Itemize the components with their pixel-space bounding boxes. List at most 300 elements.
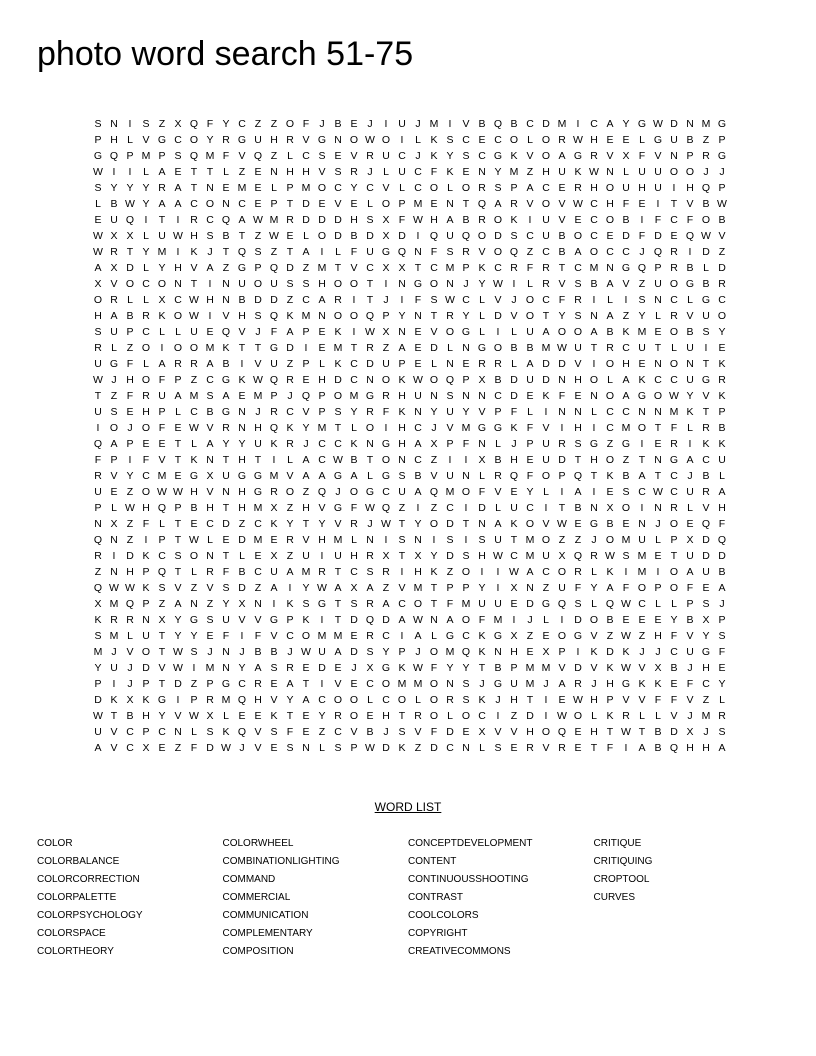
- grid-letter: A: [686, 454, 694, 466]
- grid-letter: Y: [238, 662, 246, 674]
- grid-letter: U: [622, 182, 630, 194]
- grid-letter: M: [445, 262, 455, 274]
- grid-letter: G: [493, 422, 503, 434]
- grid-letter: X: [94, 598, 102, 610]
- grid-letter: K: [270, 518, 278, 530]
- grid-letter: N: [222, 278, 230, 290]
- grid-letter: N: [462, 342, 470, 354]
- grid-letter: L: [111, 502, 117, 514]
- grid-letter: T: [174, 534, 182, 546]
- grid-letter: D: [430, 342, 438, 354]
- grid-letter: D: [382, 614, 390, 626]
- grid-letter: C: [462, 294, 470, 306]
- grid-letter: A: [302, 454, 310, 466]
- grid-letter: V: [238, 326, 246, 338]
- grid-letter: C: [494, 390, 502, 402]
- grid-letter: K: [606, 566, 614, 578]
- grid-letter: Y: [446, 662, 454, 674]
- grid-letter: I: [320, 614, 324, 626]
- grid-letter: E: [574, 726, 582, 738]
- grid-letter: Q: [109, 150, 119, 162]
- grid-letter: F: [526, 470, 534, 482]
- word-item: COLORPALETTE: [37, 892, 117, 903]
- grid-letter: L: [143, 294, 149, 306]
- grid-letter: M: [413, 198, 423, 210]
- grid-letter: C: [638, 486, 646, 498]
- grid-letter: L: [703, 262, 709, 274]
- grid-letter: U: [638, 166, 646, 178]
- grid-letter: K: [430, 150, 438, 162]
- grid-letter: H: [302, 502, 310, 514]
- grid-letter: G: [621, 438, 631, 450]
- grid-letter: V: [110, 278, 118, 290]
- grid-letter: M: [669, 406, 679, 418]
- grid-letter: E: [94, 214, 102, 226]
- grid-letter: R: [446, 310, 454, 322]
- grid-letter: J: [287, 646, 293, 658]
- grid-letter: S: [318, 150, 326, 162]
- grid-letter: E: [302, 662, 310, 674]
- grid-letter: A: [558, 678, 566, 690]
- grid-letter: R: [670, 310, 678, 322]
- grid-letter: M: [253, 502, 263, 514]
- grid-letter: D: [206, 742, 214, 754]
- grid-letter: T: [478, 662, 486, 674]
- grid-letter: U: [686, 342, 694, 354]
- grid-letter: F: [718, 518, 726, 530]
- grid-letter: A: [414, 486, 422, 498]
- grid-letter: I: [544, 694, 548, 706]
- grid-letter: U: [558, 166, 566, 178]
- grid-letter: K: [270, 438, 278, 450]
- grid-letter: O: [349, 694, 359, 706]
- grid-letter: Z: [286, 550, 294, 562]
- word-item: COLORTHEORY: [37, 946, 114, 957]
- grid-letter: E: [526, 390, 534, 402]
- grid-letter: D: [318, 662, 326, 674]
- grid-letter: R: [286, 662, 294, 674]
- grid-letter: W: [701, 230, 711, 242]
- grid-letter: P: [142, 678, 150, 690]
- grid-letter: U: [638, 342, 646, 354]
- grid-letter: A: [158, 166, 166, 178]
- grid-letter: K: [398, 374, 406, 386]
- grid-letter: L: [687, 422, 693, 434]
- grid-letter: F: [446, 598, 454, 610]
- grid-letter: J: [511, 438, 517, 450]
- grid-letter: K: [270, 710, 278, 722]
- grid-letter: S: [718, 726, 726, 738]
- grid-letter: M: [333, 630, 343, 642]
- grid-letter: H: [654, 630, 662, 642]
- grid-letter: S: [302, 598, 310, 610]
- grid-letter: U: [718, 454, 726, 466]
- grid-letter: L: [143, 230, 149, 242]
- grid-letter: W: [93, 374, 103, 386]
- grid-letter: W: [605, 550, 615, 562]
- grid-letter: L: [383, 166, 389, 178]
- grid-letter: E: [654, 326, 662, 338]
- grid-letter: O: [509, 134, 519, 146]
- grid-letter: P: [142, 726, 150, 738]
- grid-letter: S: [702, 598, 710, 610]
- grid-letter: E: [302, 710, 310, 722]
- grid-letter: L: [367, 198, 373, 210]
- grid-letter: N: [110, 566, 118, 578]
- grid-letter: I: [624, 566, 628, 578]
- grid-letter: Y: [222, 438, 230, 450]
- grid-letter: Z: [158, 598, 166, 610]
- grid-letter: X: [686, 726, 694, 738]
- grid-letter: S: [94, 118, 102, 130]
- grid-letter: C: [526, 118, 534, 130]
- grid-letter: S: [494, 182, 502, 194]
- grid-letter: R: [350, 518, 358, 530]
- grid-letter: Q: [237, 694, 247, 706]
- grid-letter: N: [366, 374, 374, 386]
- grid-letter: J: [351, 662, 357, 674]
- word-column: [37, 835, 223, 961]
- grid-letter: J: [639, 646, 645, 658]
- grid-letter: Q: [381, 502, 391, 514]
- grid-letter: W: [557, 518, 567, 530]
- grid-letter: B: [414, 470, 422, 482]
- grid-letter: N: [398, 278, 406, 290]
- grid-letter: T: [206, 166, 214, 178]
- grid-letter: L: [127, 630, 133, 642]
- grid-letter: R: [366, 342, 374, 354]
- grid-letter: Z: [174, 742, 182, 754]
- grid-letter: E: [286, 230, 294, 242]
- grid-letter: H: [190, 486, 198, 498]
- grid-letter: J: [687, 710, 693, 722]
- grid-letter: G: [221, 406, 231, 418]
- grid-letter: U: [110, 662, 118, 674]
- grid-letter: A: [158, 198, 166, 210]
- grid-row: [90, 692, 730, 708]
- grid-letter: E: [526, 646, 534, 658]
- grid-letter: S: [94, 630, 102, 642]
- grid-letter: G: [221, 374, 231, 386]
- grid-letter: Q: [93, 438, 103, 450]
- grid-letter: F: [526, 262, 534, 274]
- grid-letter: S: [622, 550, 630, 562]
- grid-letter: I: [704, 342, 708, 354]
- grid-letter: G: [541, 598, 551, 610]
- grid-letter: P: [398, 646, 406, 658]
- grid-letter: T: [174, 454, 182, 466]
- grid-letter: W: [253, 374, 263, 386]
- grid-letter: Z: [526, 630, 534, 642]
- grid-letter: Y: [158, 710, 166, 722]
- grid-letter: V: [238, 614, 246, 626]
- grid-letter: E: [606, 230, 614, 242]
- grid-letter: K: [654, 678, 662, 690]
- grid-letter: Y: [718, 326, 726, 338]
- grid-letter: Z: [110, 390, 118, 402]
- grid-letter: C: [606, 406, 614, 418]
- grid-letter: S: [334, 406, 342, 418]
- grid-letter: U: [686, 550, 694, 562]
- grid-letter: E: [574, 214, 582, 226]
- grid-letter: E: [670, 678, 678, 690]
- grid-letter: B: [110, 198, 118, 210]
- grid-letter: R: [574, 566, 582, 578]
- grid-letter: U: [542, 550, 550, 562]
- grid-letter: B: [670, 662, 678, 674]
- grid-letter: H: [606, 678, 614, 690]
- grid-letter: O: [525, 518, 535, 530]
- grid-letter: N: [606, 262, 614, 274]
- grid-letter: C: [414, 166, 422, 178]
- grid-letter: P: [126, 150, 134, 162]
- grid-letter: X: [238, 598, 246, 610]
- grid-letter: K: [622, 326, 630, 338]
- grid-letter: E: [510, 598, 518, 610]
- grid-letter: L: [479, 470, 485, 482]
- grid-letter: P: [382, 310, 390, 322]
- grid-letter: J: [127, 662, 133, 674]
- grid-letter: L: [287, 454, 293, 466]
- grid-letter: C: [190, 406, 198, 418]
- grid-letter: O: [349, 278, 359, 290]
- grid-letter: N: [206, 454, 214, 466]
- grid-letter: T: [334, 598, 342, 610]
- grid-letter: D: [526, 710, 534, 722]
- grid-letter: I: [208, 310, 212, 322]
- grid-letter: G: [477, 422, 487, 434]
- grid-letter: H: [574, 374, 582, 386]
- grid-letter: U: [654, 166, 662, 178]
- grid-letter: I: [640, 502, 644, 514]
- grid-letter: A: [638, 742, 646, 754]
- grid-letter: F: [414, 294, 422, 306]
- grid-letter: F: [430, 726, 438, 738]
- grid-letter: R: [718, 278, 726, 290]
- grid-letter: L: [287, 150, 293, 162]
- grid-letter: A: [238, 214, 246, 226]
- grid-letter: V: [270, 630, 278, 642]
- grid-letter: W: [221, 742, 231, 754]
- grid-letter: Z: [446, 566, 454, 578]
- grid-letter: K: [638, 678, 646, 690]
- grid-letter: J: [319, 118, 325, 130]
- grid-letter: H: [606, 198, 614, 210]
- grid-letter: U: [398, 486, 406, 498]
- grid-letter: U: [382, 150, 390, 162]
- grid-letter: P: [318, 406, 326, 418]
- grid-letter: O: [589, 246, 599, 258]
- grid-letter: B: [686, 326, 694, 338]
- grid-letter: C: [590, 230, 598, 242]
- grid-letter: F: [622, 198, 630, 210]
- grid-letter: L: [223, 166, 229, 178]
- grid-letter: I: [384, 534, 388, 546]
- grid-letter: H: [430, 214, 438, 226]
- grid-letter: C: [430, 262, 438, 274]
- grid-letter: L: [447, 182, 453, 194]
- grid-letter: J: [591, 534, 597, 546]
- grid-letter: C: [398, 598, 406, 610]
- grid-letter: T: [542, 310, 550, 322]
- grid-letter: Y: [142, 198, 150, 210]
- grid-letter: M: [205, 662, 215, 674]
- grid-letter: I: [272, 598, 276, 610]
- grid-letter: Q: [669, 742, 679, 754]
- grid-letter: Z: [126, 518, 134, 530]
- grid-letter: O: [493, 342, 503, 354]
- grid-letter: G: [717, 150, 727, 162]
- grid-row: [90, 388, 730, 404]
- grid-letter: U: [654, 182, 662, 194]
- grid-letter: H: [398, 390, 406, 402]
- grid-letter: K: [718, 438, 726, 450]
- grid-letter: L: [671, 342, 677, 354]
- grid-letter: U: [142, 630, 150, 642]
- grid-letter: A: [94, 262, 102, 274]
- grid-letter: U: [446, 470, 454, 482]
- grid-letter: B: [366, 726, 374, 738]
- grid-letter: F: [478, 614, 486, 626]
- grid-letter: T: [334, 614, 342, 626]
- grid-letter: F: [686, 214, 694, 226]
- grid-letter: F: [526, 422, 534, 434]
- grid-letter: K: [478, 694, 486, 706]
- grid-letter: C: [574, 262, 582, 274]
- grid-letter: W: [413, 662, 423, 674]
- grid-letter: N: [222, 662, 230, 674]
- grid-letter: S: [142, 118, 150, 130]
- word-item: CONTINUOUSSHOOTING: [408, 874, 529, 885]
- word-item: COLORSPACE: [37, 928, 106, 939]
- word-item: COMMERCIAL: [222, 892, 291, 903]
- grid-letter: O: [349, 134, 359, 146]
- grid-letter: U: [158, 230, 166, 242]
- word-item: CRITIQUE: [593, 838, 642, 849]
- grid-letter: R: [366, 598, 374, 610]
- grid-letter: P: [158, 534, 166, 546]
- grid-letter: W: [717, 198, 727, 210]
- grid-letter: C: [382, 486, 390, 498]
- grid-letter: Q: [509, 246, 519, 258]
- grid-letter: E: [638, 358, 646, 370]
- grid-letter: D: [574, 662, 582, 674]
- grid-letter: N: [654, 358, 662, 370]
- grid-letter: I: [416, 230, 420, 242]
- grid-letter: F: [206, 118, 214, 130]
- grid-letter: M: [525, 678, 535, 690]
- grid-row: [90, 436, 730, 452]
- grid-letter: D: [126, 262, 134, 274]
- grid-letter: F: [622, 582, 630, 594]
- grid-letter: B: [238, 566, 246, 578]
- grid-letter: I: [560, 614, 564, 626]
- grid-letter: P: [174, 502, 182, 514]
- grid-letter: C: [590, 214, 598, 226]
- grid-letter: F: [254, 630, 262, 642]
- grid-letter: T: [590, 742, 598, 754]
- grid-letter: V: [302, 134, 310, 146]
- grid-letter: O: [333, 390, 343, 402]
- grid-letter: L: [319, 742, 325, 754]
- grid-letter: R: [590, 150, 598, 162]
- grid-letter: R: [94, 470, 102, 482]
- grid-letter: V: [254, 358, 262, 370]
- grid-letter: J: [495, 694, 501, 706]
- grid-letter: S: [574, 310, 582, 322]
- grid-letter: W: [445, 294, 455, 306]
- grid-letter: E: [638, 614, 646, 626]
- grid-letter: Z: [382, 582, 390, 594]
- grid-letter: N: [526, 582, 534, 594]
- grid-letter: O: [125, 278, 135, 290]
- grid-letter: Y: [638, 310, 646, 322]
- grid-letter: V: [702, 390, 710, 402]
- grid-letter: L: [335, 246, 341, 258]
- grid-letter: R: [718, 374, 726, 386]
- grid-letter: K: [718, 358, 726, 370]
- grid-letter: K: [142, 582, 150, 594]
- grid-letter: P: [318, 390, 326, 402]
- grid-letter: T: [254, 454, 262, 466]
- grid-letter: X: [398, 262, 406, 274]
- grid-letter: N: [110, 534, 118, 546]
- grid-letter: R: [334, 294, 342, 306]
- grid-letter: P: [286, 614, 294, 626]
- grid-letter: W: [413, 374, 423, 386]
- grid-letter: M: [637, 326, 647, 338]
- grid-letter: O: [605, 182, 615, 194]
- grid-letter: T: [174, 566, 182, 578]
- grid-letter: P: [302, 358, 310, 370]
- grid-letter: N: [446, 198, 454, 210]
- grid-letter: D: [302, 214, 310, 226]
- grid-letter: A: [94, 742, 102, 754]
- grid-letter: J: [303, 438, 309, 450]
- grid-letter: L: [623, 166, 629, 178]
- grid-letter: G: [589, 438, 599, 450]
- grid-letter: O: [717, 310, 727, 322]
- grid-letter: U: [446, 406, 454, 418]
- grid-row: [90, 516, 730, 532]
- grid-letter: R: [510, 262, 518, 274]
- grid-letter: C: [318, 454, 326, 466]
- grid-letter: V: [510, 310, 518, 322]
- grid-letter: Q: [573, 550, 583, 562]
- grid-letter: B: [238, 294, 246, 306]
- grid-letter: V: [334, 678, 342, 690]
- grid-letter: S: [446, 534, 454, 546]
- grid-letter: I: [560, 422, 564, 434]
- grid-letter: A: [718, 486, 726, 498]
- grid-letter: U: [558, 582, 566, 594]
- grid-letter: F: [350, 246, 358, 258]
- grid-letter: O: [557, 630, 567, 642]
- grid-letter: R: [350, 166, 358, 178]
- grid-letter: X: [382, 326, 390, 338]
- grid-letter: Z: [254, 230, 262, 242]
- grid-letter: K: [110, 694, 118, 706]
- word-item: COMPLEMENTARY: [222, 928, 313, 939]
- grid-letter: V: [318, 502, 326, 514]
- grid-letter: T: [670, 198, 678, 210]
- grid-letter: C: [318, 438, 326, 450]
- grid-letter: E: [270, 742, 278, 754]
- grid-letter: R: [190, 358, 198, 370]
- grid-letter: E: [254, 182, 262, 194]
- grid-letter: M: [621, 422, 631, 434]
- grid-letter: N: [110, 118, 118, 130]
